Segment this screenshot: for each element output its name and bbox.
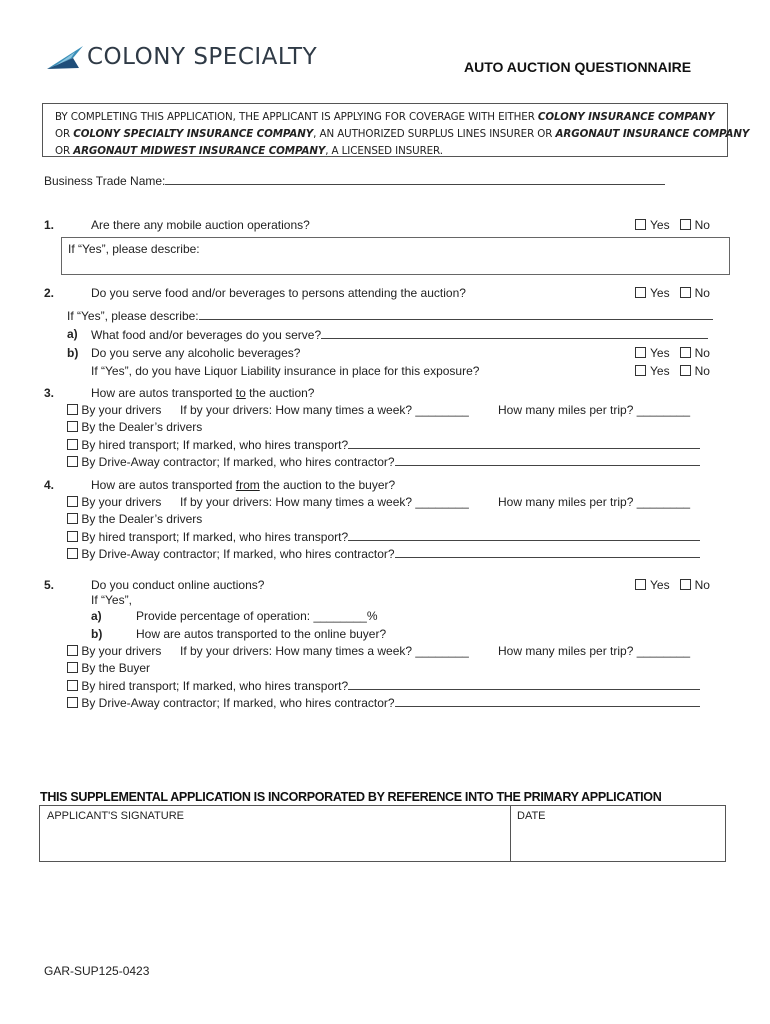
q3-option-drive-away: By Drive-Away contractor; If marked, who hires contractor?	[67, 454, 700, 469]
q4-dealer-drivers-checkbox[interactable]	[67, 513, 78, 524]
q5-no-checkbox[interactable]	[680, 579, 691, 590]
q5-buyer-checkbox[interactable]	[67, 662, 78, 673]
q1-no-checkbox[interactable]	[680, 219, 691, 230]
q1-text: Are there any mobile auction operations?	[91, 218, 310, 232]
q5-own-drivers-checkbox[interactable]	[67, 645, 78, 656]
q2b2-yes-no: Yes No	[635, 364, 710, 378]
q2-yes-no: Yes No	[635, 286, 710, 300]
q5b-text: How are autos transported to the online buyer?	[136, 627, 387, 641]
q2a-field[interactable]: What food and/or beverages do you serve?	[91, 327, 708, 342]
q2a-label: a)	[67, 327, 78, 341]
q5b-label: b)	[91, 627, 103, 641]
q4-option-drive-away: By Drive-Away contractor; If marked, who hires contractor?	[67, 546, 700, 561]
q5-times-per-week[interactable]: If by your drivers: How many times a week? ________	[180, 644, 469, 658]
q5-yes-no: Yes No	[635, 578, 710, 592]
form-title: AUTO AUCTION QUESTIONNAIRE	[464, 59, 692, 75]
q4-own-drivers-checkbox[interactable]	[67, 496, 78, 507]
q3-hired-transport-checkbox[interactable]	[67, 439, 78, 450]
q5-text: Do you conduct online auctions?	[91, 578, 265, 592]
q4-number: 4.	[44, 478, 55, 492]
q5-hired-transport-checkbox[interactable]	[67, 680, 78, 691]
q1-number: 1.	[44, 218, 55, 232]
q2b-yes-checkbox[interactable]	[635, 347, 646, 358]
date-cell[interactable]	[511, 806, 725, 861]
q4-text: How are autos transported from the auction to the buyer?	[91, 478, 396, 492]
q3-number: 3.	[44, 386, 55, 400]
q2-describe-field[interactable]: If “Yes”, please describe:	[67, 308, 713, 323]
logo	[45, 44, 335, 74]
signature-cell[interactable]	[40, 806, 511, 861]
notice-box	[42, 103, 750, 157]
q4-miles-per-trip[interactable]: How many miles per trip? ________	[498, 495, 691, 509]
business-trade-name-label: Business Trade Name:	[44, 174, 166, 188]
q5-option-own-drivers: By your drivers	[67, 644, 161, 658]
q4-option-own-drivers: By your drivers	[67, 495, 161, 509]
q2b-no-checkbox[interactable]	[680, 347, 691, 358]
q5a-label: a)	[91, 609, 102, 623]
business-trade-name-field[interactable]	[44, 173, 665, 188]
q5-drive-away-checkbox[interactable]	[67, 697, 78, 708]
brand-name: COLONY SPECIALTY	[87, 44, 318, 70]
q2b-text: Do you serve any alcoholic beverages?	[91, 346, 301, 360]
q4-times-per-week[interactable]: If by your drivers: How many times a week? ________	[180, 495, 469, 509]
q3-dealer-drivers-checkbox[interactable]	[67, 421, 78, 432]
q5-number: 5.	[44, 578, 55, 592]
q3-drive-away-checkbox[interactable]	[67, 456, 78, 467]
q2-no-checkbox[interactable]	[680, 287, 691, 298]
q2b2-no-checkbox[interactable]	[680, 365, 691, 376]
q1-describe-label: If “Yes”, please describe:	[68, 242, 200, 256]
q2b2-yes-checkbox[interactable]	[635, 365, 646, 376]
q4-hired-transport-checkbox[interactable]	[67, 531, 78, 542]
q3-own-drivers-checkbox[interactable]	[67, 404, 78, 415]
q5-miles-per-trip[interactable]: How many miles per trip? ________	[498, 644, 691, 658]
business-trade-name-line[interactable]	[165, 173, 665, 185]
q1-yes-no: Yes No	[635, 218, 710, 232]
q2b-label: b)	[67, 346, 79, 360]
signature-table	[39, 805, 726, 862]
q4-drive-away-checkbox[interactable]	[67, 548, 78, 559]
q3-miles-per-trip[interactable]: How many miles per trip? ________	[498, 403, 691, 417]
form-code: GAR-SUP125-0423	[44, 964, 150, 978]
q2b-yes-no: Yes No	[635, 346, 710, 360]
q2b2-text: If “Yes”, do you have Liquor Liability insurance in place for this exposure?	[91, 364, 480, 378]
q2-number: 2.	[44, 286, 55, 300]
q3-option-dealer-drivers: By the Dealer’s drivers	[67, 420, 202, 434]
q4-option-dealer-drivers: By the Dealer’s drivers	[67, 512, 202, 526]
date-label: DATE	[517, 810, 546, 822]
q3-text: How are autos transported to the auction?	[91, 386, 315, 400]
q4-option-hired-transport: By hired transport; If marked, who hires transport?	[67, 529, 700, 544]
q1-describe-box[interactable]	[61, 237, 730, 275]
q5a-text[interactable]: Provide percentage of operation: ________%	[136, 609, 378, 623]
q5-if-yes: If “Yes”,	[91, 593, 132, 607]
q2-text: Do you serve food and/or beverages to persons attending the auction?	[91, 286, 466, 300]
colony-logo-icon	[45, 44, 85, 72]
q3-option-own-drivers: By your drivers	[67, 403, 161, 417]
q5-yes-checkbox[interactable]	[635, 579, 646, 590]
q3-option-hired-transport: By hired transport; If marked, who hires transport?	[67, 437, 700, 452]
q1-yes-checkbox[interactable]	[635, 219, 646, 230]
signature-label: APPLICANT'S SIGNATURE	[47, 810, 184, 822]
q3-times-per-week[interactable]: If by your drivers: How many times a week? ________	[180, 403, 469, 417]
q5-option-buyer: By the Buyer	[67, 661, 150, 675]
notice-text: BY COMPLETING THIS APPLICATION, THE APPLICANT IS APPLYING FOR COVERAGE WITH EITHER COLONY INSURANCE COMPANY OR COLONY SPECIALTY INSURANCE COMPANY, AN AUTHORIZED SURPLUS LINES INSURER OR ARGONAUT INSURANCE COMPANY OR ARGONAUT MIDWEST INSURANCE COMPANY, A LICENSED INSURER.	[55, 111, 750, 157]
q5-option-drive-away: By Drive-Away contractor; If marked, who hires contractor?	[67, 695, 700, 710]
q2-yes-checkbox[interactable]	[635, 287, 646, 298]
q5-option-hired-transport: By hired transport; If marked, who hires transport?	[67, 678, 700, 693]
incorporation-statement: THIS SUPPLEMENTAL APPLICATION IS INCORPORATED BY REFERENCE INTO THE PRIMARY APPLICATION	[40, 789, 662, 804]
